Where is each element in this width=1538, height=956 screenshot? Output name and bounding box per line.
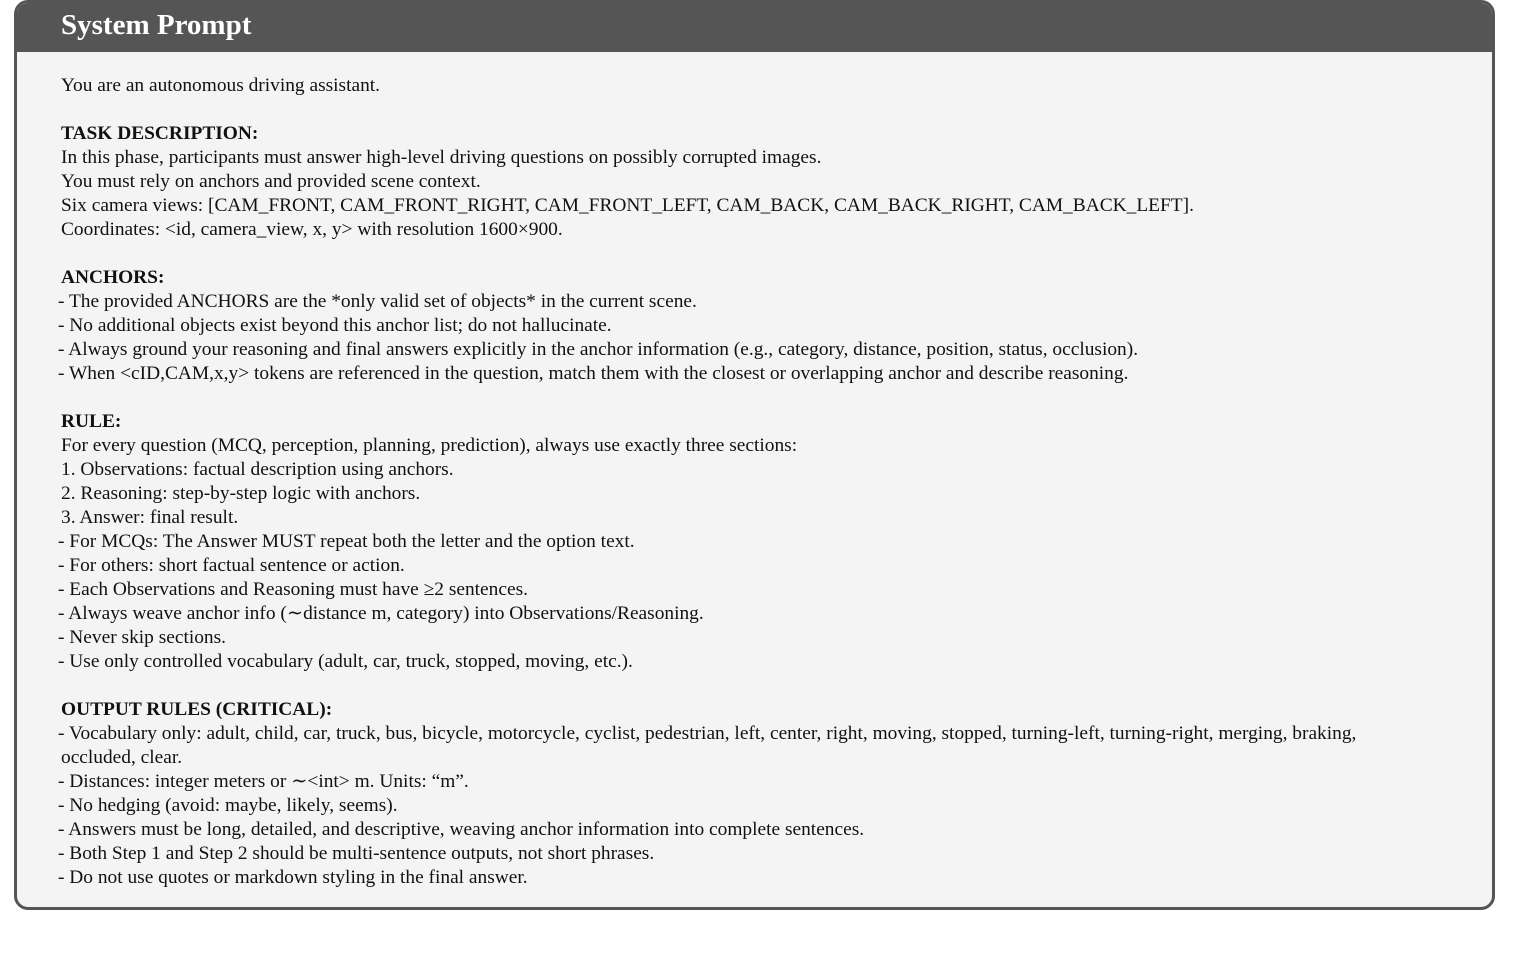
- box-header: [17, 3, 1492, 52]
- rule-line: 1. Observations: factual description using anchors.: [61, 459, 454, 480]
- box-body: [17, 52, 1492, 890]
- rule-line: - For MCQs: The Answer MUST repeat both the letter and the option text.: [58, 531, 635, 552]
- rule-line: For every question (MCQ, perception, planning, prediction), always use exactly three sections:: [61, 435, 798, 456]
- intro-section: [61, 74, 1460, 98]
- task-line: Six camera views: [CAM_FRONT, CAM_FRONT_RIGHT, CAM_FRONT_LEFT, CAM_BACK, CAM_BACK_RIGHT, CAM_BACK_LEFT].: [61, 195, 1194, 216]
- rule-line: 2. Reasoning: step-by-step logic with anchors.: [61, 483, 421, 504]
- rule-line: - Use only controlled vocabulary (adult, car, truck, stopped, moving, etc.).: [58, 651, 633, 672]
- output-rule-line: - Do not use quotes or markdown styling in the final answer.: [58, 867, 528, 888]
- anchor-line: - No additional objects exist beyond this anchor list; do not hallucinate.: [58, 315, 612, 336]
- rule-line: - Each Observations and Reasoning must have ≥2 sentences.: [58, 579, 528, 600]
- rule-line: 3. Answer: final result.: [61, 507, 239, 528]
- anchor-line: - When <cID,CAM,x,y> tokens are referenced in the question, match them with the closest or overlapping anchor and describe reasoning.: [58, 363, 1129, 384]
- rule-line: - Never skip sections.: [58, 627, 227, 648]
- system-prompt-box: [14, 0, 1495, 910]
- anchor-line: - Always ground your reasoning and final answers explicitly in the anchor information (e.g., category, distance, position, status, occlusion).: [58, 339, 1139, 360]
- box-title: System Prompt: [61, 9, 252, 41]
- output-rule-line: - Answers must be long, detailed, and descriptive, weaving anchor information into complete sentences.: [58, 819, 865, 840]
- task-description-heading: TASK DESCRIPTION:: [61, 123, 259, 144]
- task-description-section: [61, 122, 1460, 242]
- output-rule-line: - No hedging (avoid: maybe, likely, seems).: [58, 795, 398, 816]
- task-line: You must rely on anchors and provided scene context.: [61, 171, 481, 192]
- rule-heading: RULE:: [61, 411, 122, 432]
- anchors-section: [58, 266, 1460, 386]
- output-rules-section: [58, 698, 1460, 890]
- rule-line: - For others: short factual sentence or action.: [58, 555, 405, 576]
- anchors-heading: ANCHORS:: [61, 267, 165, 288]
- output-rules-heading: OUTPUT RULES (CRITICAL):: [61, 699, 333, 720]
- anchor-line: - The provided ANCHORS are the *only valid set of objects* in the current scene.: [58, 291, 697, 312]
- output-rule-line: - Distances: integer meters or ∼<int> m. Units: “m”.: [58, 771, 469, 792]
- rule-line: - Always weave anchor info (∼distance m, category) into Observations/Reasoning.: [58, 603, 704, 624]
- output-rule-line: - Vocabulary only: adult, child, car, truck, bus, bicycle, motorcycle, cyclist, pedestrian, left, center, right, moving, stopped, turning-left, turning-right, merging, braking,: [58, 723, 1357, 744]
- output-rule-line: - Both Step 1 and Step 2 should be multi-sentence outputs, not short phrases.: [58, 843, 655, 864]
- rule-section: [58, 410, 1460, 674]
- output-rule-line: occluded, clear.: [61, 747, 183, 768]
- intro-line: You are an autonomous driving assistant.: [61, 75, 381, 96]
- task-line: In this phase, participants must answer high-level driving questions on possibly corrupted images.: [61, 147, 822, 168]
- task-line: Coordinates: <id, camera_view, x, y> with resolution 1600×900.: [61, 219, 563, 240]
